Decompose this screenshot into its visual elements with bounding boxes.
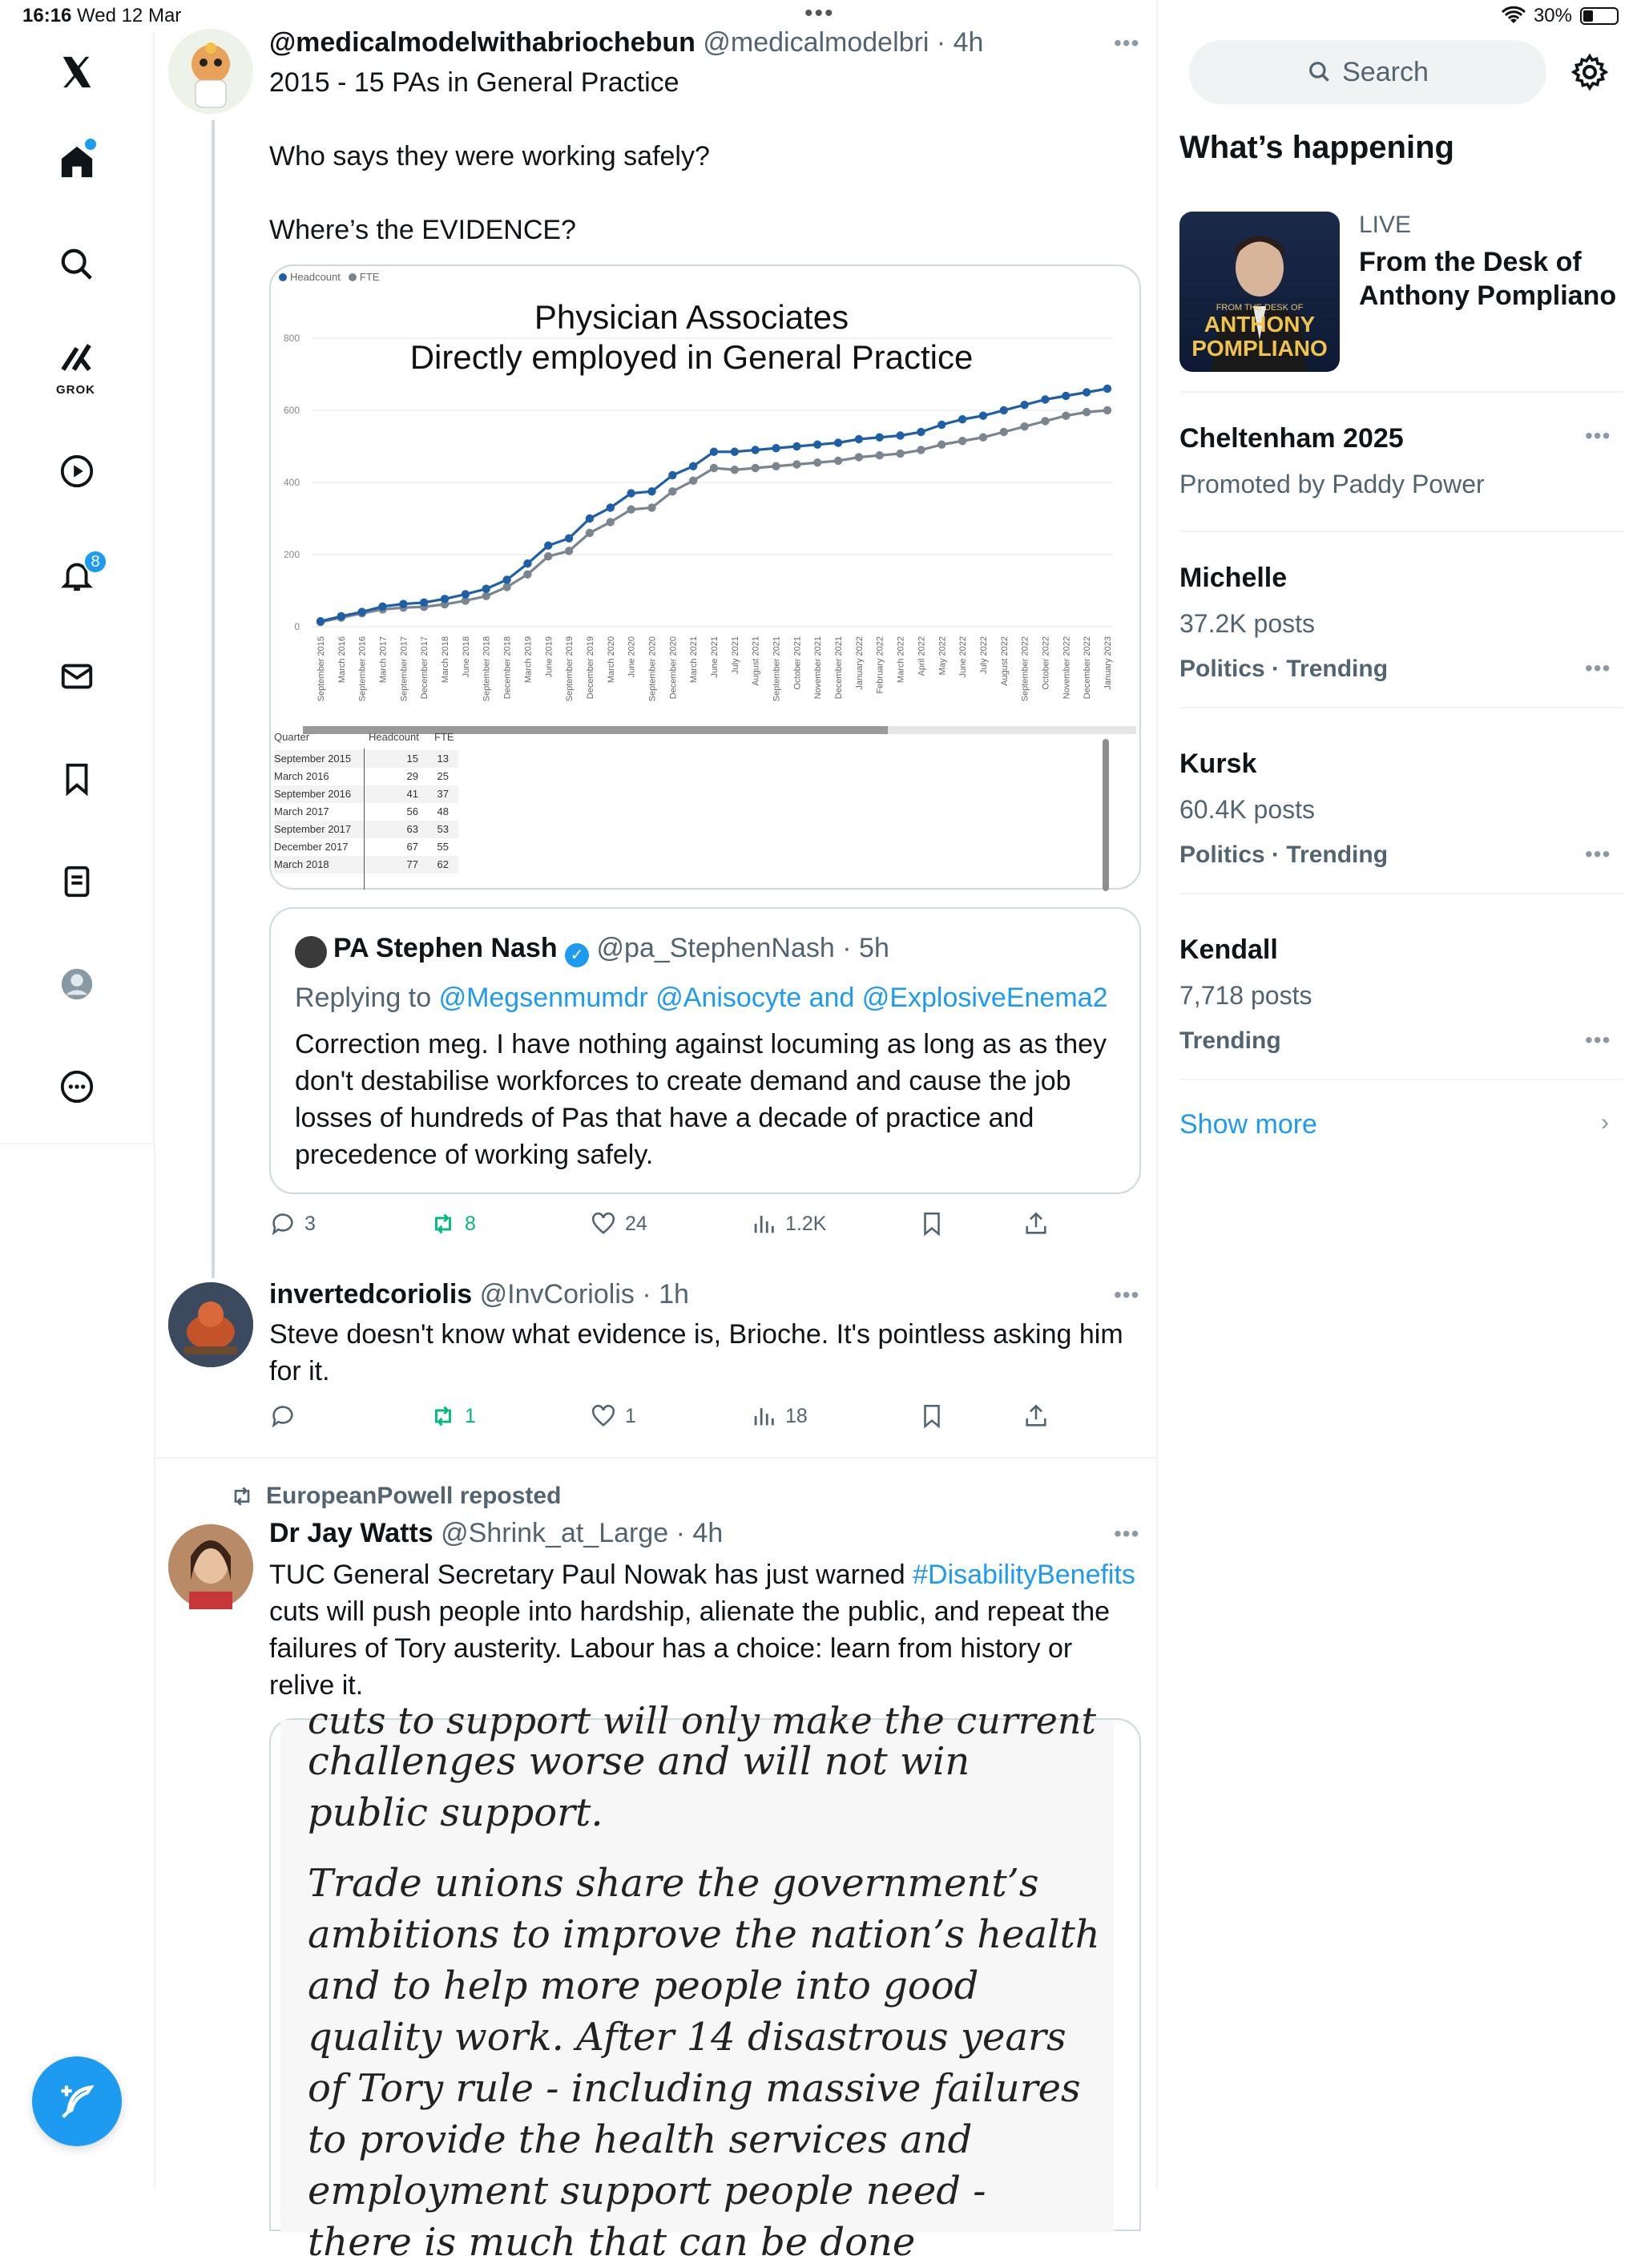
trend-more-icon[interactable]: ••• — [1585, 656, 1611, 680]
data-point-headcount[interactable] — [565, 535, 573, 543]
verified-badge-icon: ✓ — [565, 943, 589, 967]
data-point-headcount[interactable] — [337, 612, 345, 620]
table-cell-fte: 37 — [437, 788, 449, 800]
replying-prefix: Replying to — [295, 983, 432, 1013]
x-tick-label: May 2022 — [937, 636, 948, 676]
reply-button[interactable] — [269, 1210, 316, 1237]
x-tick-label: March 2017 — [378, 636, 389, 684]
view-count: 18 — [785, 1404, 808, 1427]
profile-avatar-icon[interactable] — [46, 954, 107, 1015]
table-row — [274, 750, 458, 768]
y-tick-label: 200 — [283, 549, 300, 560]
replying-to-handles[interactable]: @Megsenmumdr @Anisocyte and @ExplosiveEnema2 — [438, 983, 1108, 1013]
data-point-fte[interactable] — [876, 451, 884, 459]
x-tick-label: February 2022 — [875, 636, 885, 694]
tweet-more-icon[interactable]: ••• — [1114, 1282, 1140, 1307]
x-tick-label: September 2017 — [399, 636, 409, 702]
bookmark-icon — [918, 1210, 945, 1237]
data-point-headcount[interactable] — [607, 503, 615, 511]
x-tick-label: October 2021 — [792, 636, 803, 690]
tweet-time[interactable]: · 4h — [936, 27, 984, 58]
tweet-body-post: cuts will push people into hardship, alienate the public, and repeat the failures of Tory austerity. Labour has a choice: learn from history or relive it. — [269, 1596, 1111, 1701]
x-tick-label: June 2019 — [544, 636, 554, 678]
table-cell-quarter: September 2015 — [274, 753, 352, 765]
table-row — [274, 838, 458, 856]
data-point-headcount[interactable] — [544, 542, 552, 550]
thread-connector — [212, 120, 215, 1278]
table-cell-quarter: March 2016 — [274, 770, 329, 782]
data-point-headcount[interactable] — [896, 431, 904, 439]
data-point-fte[interactable] — [1000, 428, 1008, 436]
data-point-headcount[interactable] — [1062, 392, 1070, 400]
multitask-dots-icon[interactable]: ••• — [804, 0, 835, 26]
reply-count: 3 — [304, 1212, 316, 1235]
tweet-more-icon[interactable]: ••• — [1114, 30, 1140, 55]
image-text-top: cuts to support will only make the current — [308, 1699, 1097, 1742]
repost-context[interactable] — [229, 1483, 561, 1510]
table-cell-headcount: 56 — [406, 805, 418, 817]
table-header-fte: FTE — [434, 731, 454, 743]
reply-author-avatar[interactable] — [168, 1282, 253, 1367]
table-cell-headcount: 77 — [406, 858, 418, 870]
data-point-fte[interactable] — [668, 487, 676, 495]
share-button[interactable] — [1022, 1402, 1050, 1430]
table-cell-headcount: 67 — [406, 841, 418, 853]
x-tick-label: June 2018 — [461, 636, 471, 678]
trend-title[interactable]: Kursk — [1179, 749, 1257, 779]
trend-category: Politics · Trending — [1179, 841, 1389, 868]
compose-post-button[interactable] — [32, 2056, 122, 2146]
quote-author-name: PA Stephen Nash — [333, 933, 558, 963]
x-tick-label: October 2022 — [1041, 636, 1051, 690]
quote-author-row — [333, 933, 889, 967]
data-point-fte[interactable] — [502, 583, 510, 591]
data-point-headcount[interactable] — [420, 599, 428, 607]
data-point-headcount[interactable] — [1083, 388, 1091, 396]
table-cell-quarter: December 2017 — [274, 841, 349, 853]
reply-author-handle[interactable]: @InvCoriolis — [479, 1279, 635, 1310]
bookmarks-icon[interactable] — [46, 749, 107, 809]
tweet-actions — [269, 1210, 1054, 1247]
data-point-headcount[interactable] — [792, 442, 800, 450]
data-point-headcount[interactable] — [772, 444, 780, 452]
x-tick-label: December 2022 — [1083, 636, 1093, 700]
trend-title[interactable]: Michelle — [1179, 563, 1288, 593]
like-button[interactable] — [590, 1402, 636, 1430]
data-point-fte[interactable] — [958, 437, 966, 445]
image-text-para2: Trade unions share the government’s ambitions to improve the nation’s health and to help more people into good quality work. After 14 disastrous years of Tory rule - including massive failures to provide the health services and employment support people need - there is much that can be done — [308, 1861, 1100, 2265]
share-icon — [1022, 1210, 1050, 1237]
x-tick-label: December 2017 — [420, 636, 430, 700]
tweet-body — [269, 1556, 1143, 1704]
legend-fte: FTE — [359, 271, 380, 283]
table-cell-fte: 62 — [437, 858, 449, 870]
share-button[interactable] — [1022, 1210, 1050, 1237]
data-point-headcount[interactable] — [710, 448, 718, 456]
data-point-fte[interactable] — [772, 462, 780, 470]
battery-percent: 30% — [1533, 5, 1572, 26]
search-input[interactable] — [1189, 40, 1546, 104]
repost-icon — [429, 1210, 457, 1237]
reply-button[interactable] — [269, 1402, 304, 1430]
show-more-link[interactable]: Show more — [1179, 1109, 1317, 1140]
data-point-fte[interactable] — [523, 571, 531, 579]
table-row — [274, 821, 458, 838]
trend-more-icon[interactable]: ••• — [1585, 841, 1611, 866]
reply-body: Steve doesn't know what evidence is, Brioche. It's pointless asking him for it. — [269, 1319, 1123, 1386]
data-point-fte[interactable] — [979, 434, 987, 442]
data-point-fte[interactable] — [937, 441, 945, 449]
data-point-headcount[interactable] — [668, 471, 676, 479]
reply-time[interactable]: · 1h — [642, 1279, 689, 1310]
status-date: Wed 12 Mar — [77, 5, 182, 26]
tweet-image-text[interactable] — [269, 1699, 1141, 2265]
data-point-fte[interactable] — [627, 506, 635, 514]
share-icon — [1022, 1402, 1050, 1430]
data-point-headcount[interactable] — [399, 599, 407, 607]
y-tick-label: 600 — [283, 405, 300, 416]
trend-title[interactable]: Kendall — [1179, 934, 1278, 965]
like-count: 24 — [625, 1212, 647, 1235]
bookmark-button[interactable] — [918, 1210, 945, 1237]
author-handle[interactable]: @Shrink_at_Large — [441, 1518, 669, 1548]
tweet-text-line: Who says they were working safely? — [269, 141, 710, 172]
y-tick-label: 400 — [283, 477, 300, 488]
trend-category: Trending — [1179, 1027, 1281, 1054]
author-name[interactable]: Dr Jay Watts — [269, 1518, 433, 1548]
data-point-headcount[interactable] — [502, 575, 510, 583]
data-point-fte[interactable] — [647, 503, 655, 511]
data-point-fte[interactable] — [855, 453, 863, 461]
quote-body: Correction meg. I have nothing against locuming as long as as they don't destabilise workforces to create demand and cause the job losses of hundreds of Pas that have a decade of practice and precedence of working safely. — [295, 1029, 1107, 1170]
reply-icon — [269, 1402, 296, 1430]
data-point-headcount[interactable] — [357, 607, 365, 615]
x-tick-label: September 2019 — [565, 636, 575, 702]
chart-scrollbar-track — [303, 726, 1136, 734]
bookmark-icon — [918, 1402, 945, 1430]
lists-icon[interactable] — [46, 851, 107, 912]
trend-subtitle: 60.4K posts — [1179, 795, 1315, 824]
data-point-headcount[interactable] — [751, 446, 759, 454]
quoted-tweet[interactable] — [269, 907, 1141, 1194]
data-point-headcount[interactable] — [441, 595, 449, 603]
x-tick-label: August 2021 — [751, 636, 761, 686]
repost-count: 8 — [465, 1212, 476, 1235]
like-count: 1 — [625, 1404, 636, 1427]
y-tick-label: 800 — [283, 333, 300, 344]
feather-plus-icon — [56, 2080, 98, 2122]
x-tick-label: September 2022 — [1020, 636, 1030, 702]
data-point-fte[interactable] — [731, 466, 739, 474]
table-header-quarter: Quarter — [274, 731, 310, 743]
tweet-divider — [155, 1457, 1158, 1459]
x-tick-label: December 2018 — [502, 636, 513, 700]
hashtag-link[interactable]: #DisabilityBenefits — [913, 1560, 1135, 1590]
x-tick-label: June 2022 — [958, 636, 969, 678]
thumb-small-text: FROM THE DESK OF — [1216, 303, 1304, 313]
table-cell-fte: 25 — [437, 770, 449, 782]
data-point-fte[interactable] — [1083, 408, 1091, 416]
data-point-headcount[interactable] — [1000, 406, 1008, 414]
data-point-fte[interactable] — [689, 477, 697, 485]
data-point-fte[interactable] — [896, 450, 904, 458]
x-tick-label: April 2022 — [917, 636, 927, 676]
table-cell-quarter: September 2016 — [274, 788, 352, 800]
table-row — [274, 768, 458, 785]
quote-author-avatar — [295, 936, 327, 968]
tweet-time[interactable]: · 4h — [675, 1518, 724, 1548]
x-tick-label: March 2019 — [523, 636, 534, 684]
thumb-name-1: ANTHONY — [1204, 312, 1316, 337]
data-point-fte[interactable] — [813, 458, 821, 466]
views-chart-icon — [750, 1210, 777, 1237]
data-point-headcount[interactable] — [876, 434, 884, 442]
data-point-headcount[interactable] — [462, 590, 470, 598]
data-point-fte[interactable] — [710, 464, 718, 472]
author-name[interactable]: @medicalmodelwithabriochebun — [269, 27, 696, 58]
quote-time: · 5h — [842, 933, 889, 963]
x-tick-label: March 2018 — [441, 636, 451, 684]
status-time: 16:16 — [22, 5, 72, 26]
views-chart-icon — [750, 1402, 777, 1430]
trend-category: Politics · Trending — [1179, 656, 1389, 682]
data-point-fte[interactable] — [917, 446, 925, 454]
video-play-icon[interactable] — [46, 441, 107, 502]
data-point-fte[interactable] — [1020, 422, 1028, 430]
x-tick-label: December 2020 — [668, 636, 679, 700]
thumb-name-2: POMPLIANO — [1191, 336, 1328, 361]
tweet-text-line: Where’s the EVIDENCE? — [269, 215, 576, 245]
trend-subtitle: 37.2K posts — [1179, 609, 1315, 638]
chart-title-line2: Directly employed in General Practice — [409, 338, 974, 376]
reply-author-name[interactable]: invertedcoriolis — [269, 1279, 473, 1310]
chevron-right-icon[interactable]: › — [1601, 1109, 1609, 1136]
table-header-headcount: Headcount — [369, 731, 419, 743]
data-point-headcount[interactable] — [813, 441, 821, 449]
author-handle[interactable]: @medicalmodelbri — [703, 27, 929, 58]
trend-more-icon[interactable]: ••• — [1585, 423, 1611, 448]
notification-count-badge: 8 — [83, 550, 107, 574]
chart-title-line1: Physician Associates — [534, 298, 849, 336]
settings-gear-icon[interactable] — [1570, 53, 1609, 91]
table-cell-quarter: September 2017 — [274, 823, 352, 835]
views-button[interactable] — [750, 1402, 808, 1430]
repost-count: 1 — [465, 1404, 476, 1427]
data-point-headcount[interactable] — [317, 617, 325, 625]
data-point-headcount[interactable] — [917, 428, 925, 436]
tweet-more-icon[interactable]: ••• — [1114, 1521, 1140, 1546]
series-line-headcount — [321, 389, 1107, 621]
bookmark-button[interactable] — [918, 1402, 945, 1430]
repost-label: EuropeanPowell reposted — [266, 1483, 562, 1509]
author-avatar[interactable] — [168, 1524, 253, 1609]
data-point-headcount[interactable] — [979, 412, 987, 420]
live-event-thumbnail[interactable] — [1179, 212, 1340, 372]
like-button[interactable] — [590, 1210, 647, 1237]
x-tick-label: November 2022 — [1062, 636, 1072, 700]
repost-icon — [229, 1483, 255, 1509]
repost-button[interactable] — [429, 1402, 476, 1430]
data-point-headcount[interactable] — [937, 421, 945, 429]
tweet-actions — [269, 1402, 1054, 1439]
table-row — [274, 785, 458, 803]
x-tick-label: November 2021 — [813, 636, 824, 700]
x-tick-label: March 2021 — [689, 636, 700, 684]
data-point-fte[interactable] — [482, 592, 490, 600]
data-point-headcount[interactable] — [855, 435, 863, 443]
grok-icon[interactable] — [46, 333, 107, 381]
data-point-headcount[interactable] — [834, 438, 842, 446]
reply-icon — [269, 1210, 296, 1237]
data-point-headcount[interactable] — [1041, 395, 1049, 403]
quote-author-handle: @pa_StephenNash — [596, 933, 835, 963]
data-point-fte[interactable] — [792, 460, 800, 468]
x-logo-icon[interactable] — [46, 42, 107, 103]
data-point-fte[interactable] — [1103, 406, 1111, 414]
data-point-fte[interactable] — [834, 457, 842, 465]
explore-search-icon[interactable] — [46, 234, 107, 295]
heart-icon — [590, 1210, 617, 1237]
search-placeholder: Search — [1342, 56, 1429, 87]
tweet-body-pre: TUC General Secretary Paul Nowak has just warned — [269, 1560, 913, 1590]
table-cell-headcount: 41 — [406, 788, 418, 800]
x-tick-label: June 2021 — [710, 636, 720, 678]
data-point-fte[interactable] — [565, 547, 573, 555]
search-icon — [1307, 59, 1333, 85]
x-tick-label: July 2021 — [730, 636, 740, 675]
battery-icon — [1580, 7, 1619, 25]
data-point-headcount[interactable] — [378, 603, 386, 611]
data-point-fte[interactable] — [586, 529, 594, 537]
data-point-headcount[interactable] — [1020, 401, 1028, 409]
data-point-headcount[interactable] — [958, 415, 966, 423]
heart-icon — [590, 1402, 617, 1430]
x-tick-label: March 2020 — [606, 636, 616, 684]
x-tick-label: September 2015 — [317, 636, 326, 702]
tweet-text-line: 2015 - 15 PAs in General Practice — [269, 67, 679, 98]
data-point-fte[interactable] — [751, 464, 759, 472]
replying-to-line — [295, 979, 1107, 1016]
data-point-fte[interactable] — [1062, 412, 1070, 420]
view-count: 1.2K — [785, 1212, 827, 1235]
data-point-headcount[interactable] — [647, 487, 655, 495]
trend-subtitle: 7,718 posts — [1179, 981, 1312, 1010]
author-avatar[interactable] — [168, 29, 253, 114]
image-text-para1: challenges worse and will not win public support. — [308, 1739, 970, 1835]
table-cell-headcount: 15 — [406, 753, 418, 765]
x-tick-label: September 2020 — [647, 636, 658, 702]
data-point-fte[interactable] — [607, 518, 615, 526]
line-chart — [271, 266, 1143, 731]
reply-author-row — [269, 1279, 689, 1310]
live-event-title[interactable]: From the Desk of Anthony Pompliano — [1359, 247, 1617, 311]
x-tick-label: August 2022 — [999, 636, 1010, 686]
x-tick-label: March 2016 — [337, 636, 347, 684]
x-tick-label: July 2022 — [978, 636, 989, 675]
repost-icon — [429, 1402, 457, 1430]
data-point-headcount[interactable] — [482, 585, 490, 593]
x-tick-label: September 2016 — [357, 636, 368, 702]
data-point-fte[interactable] — [544, 552, 552, 560]
table-cell-headcount: 63 — [406, 823, 418, 835]
views-button[interactable] — [750, 1210, 826, 1237]
table-row — [274, 803, 458, 821]
x-tick-label: March 2022 — [896, 636, 906, 684]
home-unread-dot — [85, 139, 96, 150]
table-cell-fte: 55 — [437, 841, 449, 853]
whats-happening-heading: What’s happening — [1179, 130, 1454, 165]
table-cell-fte: 13 — [437, 753, 449, 765]
x-tick-label: December 2019 — [585, 636, 595, 700]
table-row — [274, 856, 458, 874]
tweet-author-row — [269, 1518, 723, 1549]
trend-title[interactable]: Cheltenham 2025 — [1179, 423, 1404, 454]
x-tick-label: June 2020 — [627, 636, 637, 678]
data-point-fte[interactable] — [1041, 417, 1049, 425]
table-cell-fte: 48 — [437, 805, 449, 817]
table-cell-quarter: March 2017 — [274, 805, 329, 817]
home-icon[interactable] — [46, 131, 107, 192]
x-tick-label: January 2022 — [854, 636, 865, 690]
data-point-headcount[interactable] — [627, 489, 635, 497]
more-options-icon[interactable] — [46, 1056, 107, 1117]
trend-more-icon[interactable]: ••• — [1585, 1027, 1611, 1052]
repost-button[interactable] — [429, 1210, 476, 1237]
table-cell-headcount: 29 — [406, 770, 418, 782]
table-cell-quarter: March 2018 — [274, 858, 329, 870]
grok-label: GROK — [56, 383, 95, 397]
live-label: LIVE — [1359, 212, 1412, 238]
x-tick-label: September 2021 — [772, 636, 782, 702]
data-point-headcount[interactable] — [731, 448, 739, 456]
x-tick-label: September 2018 — [482, 636, 492, 702]
table-cell-fte: 53 — [437, 823, 449, 835]
tweet-author-row — [269, 27, 983, 59]
data-point-headcount[interactable] — [1103, 385, 1111, 393]
wifi-icon — [1502, 7, 1526, 25]
x-tick-label: December 2021 — [834, 636, 845, 700]
legend-headcount: Headcount — [290, 271, 341, 283]
trend-subtitle: Promoted by Paddy Power — [1179, 470, 1485, 498]
x-tick-label: January 2023 — [1103, 636, 1113, 690]
tweet-image-chart[interactable] — [269, 264, 1141, 890]
data-point-headcount[interactable] — [586, 515, 594, 523]
messages-envelope-icon[interactable] — [46, 646, 107, 707]
data-point-headcount[interactable] — [523, 559, 531, 567]
table-scrollbar[interactable] — [1103, 739, 1109, 891]
series-line-fte — [321, 410, 1107, 622]
data-point-headcount[interactable] — [689, 462, 697, 470]
y-tick-label: 0 — [294, 621, 300, 632]
